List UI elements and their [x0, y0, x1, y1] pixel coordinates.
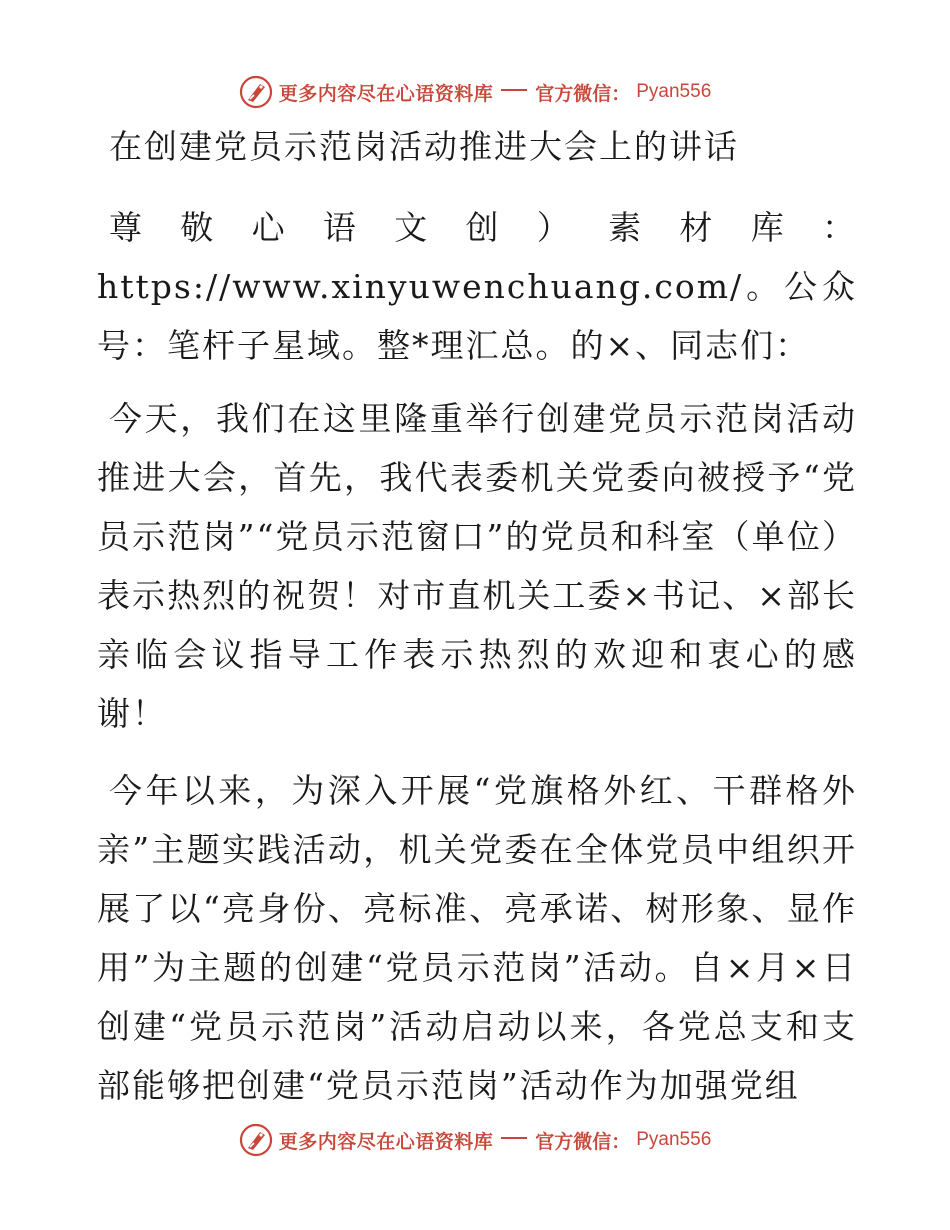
intro-paragraph: 尊敬心语文创）素材库：https://www.xinyuwenchuang.com/。公众号：笔杆子星域。整*理汇总。的×、同志们：: [97, 208, 857, 365]
banner-wechat-label: 官方微信：: [535, 82, 631, 105]
page-title: 在创建党员示范岗活动推进大会上的讲话: [109, 127, 739, 166]
banner-wechat-id: Pyan556: [636, 81, 712, 102]
banner-wechat-id: Pyan556: [636, 1129, 712, 1150]
pen-nib-logo-icon: [239, 75, 273, 109]
banner-wechat-label: 官方微信：: [535, 1130, 631, 1153]
pen-nib-logo-icon: [239, 1123, 273, 1157]
footer-banner: [0, 1118, 950, 1162]
banner-divider: [501, 89, 527, 91]
document-body: [97, 118, 857, 1115]
banner-slogan: 更多内容尽在心语资料库: [278, 82, 494, 105]
header-banner: [0, 70, 950, 114]
body-paragraph-2: 今年以来，为深入开展“党旗格外红、干群格外亲”主题实践活动，机关党委在全体党员中组织开展了以“亮身份、亮标准、亮承诺、树形象、显作用”为主题的创建“党员示范岗”活动。自×月×日创建“党员示范岗”活动启动以来，各党总支和支部能够把创建“党员示范岗”活动作为加强党组: [97, 771, 857, 1105]
banner-slogan: 更多内容尽在心语资料库: [278, 1130, 494, 1153]
body-paragraph-1: 今天，我们在这里隆重举行创建党员示范岗活动推进大会，首先，我代表委机关党委向被授予“党员示范岗”“党员示范窗口”的党员和科室（单位）表示热烈的祝贺！对市直机关工委×书记、×部长亲临会议指导工作表示热烈的欢迎和衷心的感谢！: [97, 399, 857, 733]
banner-divider: [501, 1137, 527, 1139]
